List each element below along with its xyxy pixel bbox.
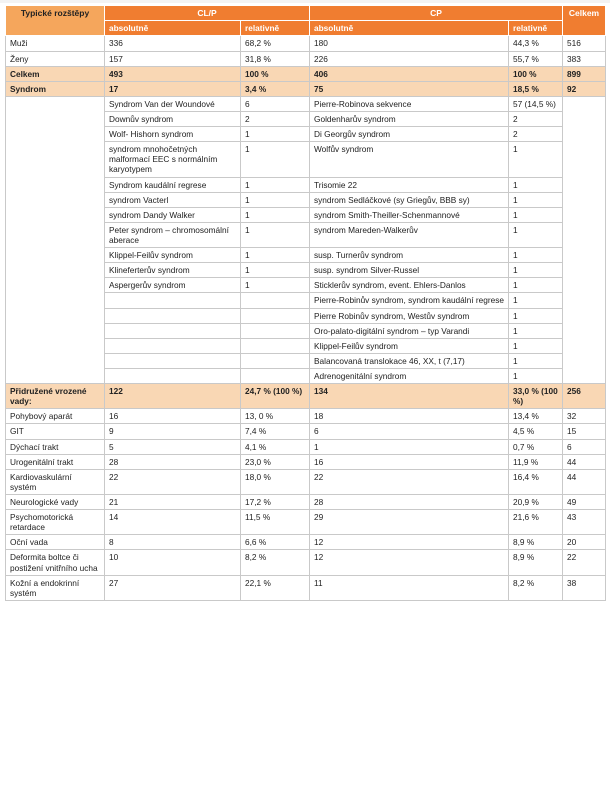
cropped-caption-strip xyxy=(0,0,610,3)
defect-clp-abs: 10 xyxy=(105,550,241,575)
summary-label: Syndrom xyxy=(6,81,105,96)
syndrome-cp-count: 1 xyxy=(509,248,563,263)
summary-total: 516 xyxy=(563,36,606,51)
syndrome-clp-name xyxy=(105,368,241,383)
defect-clp-rel: 7,4 % xyxy=(241,424,310,439)
defect-label: Oční vada xyxy=(6,535,105,550)
syndrome-clp-name: Syndrom Van der Woundové xyxy=(105,96,241,111)
syndrome-cp-name: Di Georgův syndrom xyxy=(310,127,509,142)
syndrome-clp-count: 1 xyxy=(241,192,310,207)
summary-label: Ženy xyxy=(6,51,105,66)
syndrome-clp-name xyxy=(105,308,241,323)
defect-label: Kožní a endokrinní systém xyxy=(6,575,105,600)
syndrome-clp-name: Downův syndrom xyxy=(105,112,241,127)
syndrome-clp-count: 1 xyxy=(241,222,310,247)
syndrome-clp-count xyxy=(241,368,310,383)
defect-total: 32 xyxy=(563,409,606,424)
syndrome-clp-name xyxy=(105,323,241,338)
syndrome-cp-count: 2 xyxy=(509,112,563,127)
defect-clp-abs: 22 xyxy=(105,469,241,494)
defect-cp-rel: 8,9 % xyxy=(509,550,563,575)
syndrome-clp-name xyxy=(105,293,241,308)
defect-total: 49 xyxy=(563,494,606,509)
syndrome-clp-name: syndrom Dandy Walker xyxy=(105,207,241,222)
syndrome-cp-count: 1 xyxy=(509,263,563,278)
defect-row xyxy=(6,439,606,454)
syndrome-clp-count: 1 xyxy=(241,278,310,293)
syndrome-cp-name: Goldenharův syndrom xyxy=(310,112,509,127)
defect-cp-abs: 1 xyxy=(310,439,509,454)
syndrome-clp-count: 6 xyxy=(241,96,310,111)
defect-cp-rel: 4,5 % xyxy=(509,424,563,439)
defect-clp-abs: 5 xyxy=(105,439,241,454)
summary-cp-rel: 18,5 % xyxy=(509,81,563,96)
syndrome-clp-count: 1 xyxy=(241,207,310,222)
defect-label: GIT xyxy=(6,424,105,439)
defect-cp-rel: 11,9 % xyxy=(509,454,563,469)
header-cp-rel: relativně xyxy=(509,21,563,36)
syndrome-cp-name: Pierre-Robinův syndrom, syndrom kaudální regrese xyxy=(310,293,509,308)
summary-clp-abs: 336 xyxy=(105,36,241,51)
defect-cp-rel: 8,2 % xyxy=(509,575,563,600)
header-clp-abs: absolutně xyxy=(105,21,241,36)
defect-cp-abs: 11 xyxy=(310,575,509,600)
defect-row xyxy=(6,575,606,600)
summary-total: 383 xyxy=(563,51,606,66)
syndrome-clp-name: Syndrom kaudální regrese xyxy=(105,177,241,192)
associated-cp-abs: 134 xyxy=(310,384,509,409)
defect-row xyxy=(6,424,606,439)
defect-clp-rel: 11,5 % xyxy=(241,510,310,535)
defect-row xyxy=(6,535,606,550)
syndrome-cp-name: Pierre-Robinova sekvence xyxy=(310,96,509,111)
summary-label: Celkem xyxy=(6,66,105,81)
syndrome-cp-name: susp. syndrom Silver-Russel xyxy=(310,263,509,278)
syndrome-clp-name: syndrom Vacterl xyxy=(105,192,241,207)
summary-clp-rel: 68,2 % xyxy=(241,36,310,51)
defect-clp-rel: 13, 0 % xyxy=(241,409,310,424)
syndrome-clp-count xyxy=(241,353,310,368)
defect-row xyxy=(6,454,606,469)
syndrome-cp-name: susp. Turnerův syndrom xyxy=(310,248,509,263)
syndrome-cp-count: 1 xyxy=(509,177,563,192)
defect-cp-abs: 12 xyxy=(310,535,509,550)
defect-total: 44 xyxy=(563,469,606,494)
defect-row xyxy=(6,550,606,575)
syndrome-row xyxy=(6,96,606,111)
defect-label: Kardiovaskulární systém xyxy=(6,469,105,494)
syndrome-clp-count: 1 xyxy=(241,248,310,263)
syndrome-cp-count: 1 xyxy=(509,293,563,308)
defect-cp-abs: 28 xyxy=(310,494,509,509)
syndrome-clp-name: Peter syndrom – chromosomální aberace xyxy=(105,222,241,247)
syndrome-cp-count: 1 xyxy=(509,338,563,353)
defect-total: 15 xyxy=(563,424,606,439)
syndrome-clp-name: Wolf- Hishorn syndrom xyxy=(105,127,241,142)
defect-clp-rel: 4,1 % xyxy=(241,439,310,454)
syndrome-blank-label xyxy=(6,96,105,383)
syndrome-cp-name: Adrenogenitální syndrom xyxy=(310,368,509,383)
defect-clp-rel: 8,2 % xyxy=(241,550,310,575)
syndrome-clp-name xyxy=(105,353,241,368)
associated-cp-rel: 33,0 % (100 %) xyxy=(509,384,563,409)
defect-row xyxy=(6,510,606,535)
summary-cp-abs: 226 xyxy=(310,51,509,66)
header-row-groups xyxy=(6,6,606,21)
syndrome-cp-name: Balancovaná translokace 46, XX, t (7,17) xyxy=(310,353,509,368)
syndrome-cp-count: 1 xyxy=(509,192,563,207)
syndrome-clp-count xyxy=(241,323,310,338)
syndrome-clp-count: 2 xyxy=(241,112,310,127)
syndrome-cp-count: 1 xyxy=(509,278,563,293)
syndrome-clp-name: Klineferterův syndrom xyxy=(105,263,241,278)
summary-clp-abs: 17 xyxy=(105,81,241,96)
defect-label: Dýchací trakt xyxy=(6,439,105,454)
summary-cp-rel: 44,3 % xyxy=(509,36,563,51)
defect-clp-abs: 9 xyxy=(105,424,241,439)
summary-clp-rel: 100 % xyxy=(241,66,310,81)
syndrome-clp-count: 1 xyxy=(241,177,310,192)
defect-clp-rel: 17,2 % xyxy=(241,494,310,509)
associated-label: Přidružené vrozené vady: xyxy=(6,384,105,409)
summary-cp-abs: 406 xyxy=(310,66,509,81)
associated-defects-row xyxy=(6,384,606,409)
syndrome-cp-name: Sticklerův syndrom, event. Ehlers-Danlos xyxy=(310,278,509,293)
header-category: Typické rozštěpy xyxy=(6,6,105,36)
associated-total: 256 xyxy=(563,384,606,409)
defect-clp-rel: 23,0 % xyxy=(241,454,310,469)
defect-cp-rel: 21,6 % xyxy=(509,510,563,535)
syndrome-cp-name: Oro-palato-digitální syndrom – typ Varandi xyxy=(310,323,509,338)
defect-cp-rel: 0,7 % xyxy=(509,439,563,454)
associated-clp-rel: 24,7 % (100 %) xyxy=(241,384,310,409)
defect-label: Urogenitální trakt xyxy=(6,454,105,469)
summary-cp-abs: 180 xyxy=(310,36,509,51)
header-clp-rel: relativně xyxy=(241,21,310,36)
summary-row xyxy=(6,66,606,81)
defect-clp-rel: 18,0 % xyxy=(241,469,310,494)
defect-cp-abs: 22 xyxy=(310,469,509,494)
syndrome-cp-name: Wolfův syndrom xyxy=(310,142,509,177)
syndrome-cp-count: 1 xyxy=(509,207,563,222)
syndrome-cp-name: syndrom Smith-Theiller-Schenmannové xyxy=(310,207,509,222)
defect-clp-rel: 22,1 % xyxy=(241,575,310,600)
summary-row xyxy=(6,51,606,66)
syndrome-cp-name: syndrom Mareden-Walkerův xyxy=(310,222,509,247)
syndrome-cp-name: Klippel-Feilův syndrom xyxy=(310,338,509,353)
header-clp: CL/P xyxy=(105,6,310,21)
header-cp-abs: absolutně xyxy=(310,21,509,36)
defect-total: 22 xyxy=(563,550,606,575)
syndrome-cp-count: 1 xyxy=(509,368,563,383)
associated-clp-abs: 122 xyxy=(105,384,241,409)
defect-total: 20 xyxy=(563,535,606,550)
syndrome-cp-count: 1 xyxy=(509,222,563,247)
defect-clp-abs: 27 xyxy=(105,575,241,600)
summary-cp-rel: 55,7 % xyxy=(509,51,563,66)
syndrome-clp-name: Aspergerův syndrom xyxy=(105,278,241,293)
summary-clp-rel: 31,8 % xyxy=(241,51,310,66)
syndrome-clp-name: Klippel-Feilův syndrom xyxy=(105,248,241,263)
summary-clp-abs: 157 xyxy=(105,51,241,66)
summary-label: Muži xyxy=(6,36,105,51)
summary-clp-abs: 493 xyxy=(105,66,241,81)
syndrome-cp-name: Pierre Robinův syndrom, Westův syndrom xyxy=(310,308,509,323)
defect-label: Pohybový aparát xyxy=(6,409,105,424)
defect-clp-abs: 28 xyxy=(105,454,241,469)
summary-cp-abs: 75 xyxy=(310,81,509,96)
defect-cp-abs: 29 xyxy=(310,510,509,535)
summary-row xyxy=(6,36,606,51)
syndrome-clp-name: syndrom mnohočetných malformací EEC s normálním karyotypem xyxy=(105,142,241,177)
syndrome-cp-count: 1 xyxy=(509,353,563,368)
syndrome-cp-count: 57 (14,5 %) xyxy=(509,96,563,111)
summary-total: 899 xyxy=(563,66,606,81)
defect-row xyxy=(6,409,606,424)
cleft-statistics-table xyxy=(5,5,606,601)
table-body xyxy=(6,36,606,600)
summary-cp-rel: 100 % xyxy=(509,66,563,81)
defect-clp-rel: 6,6 % xyxy=(241,535,310,550)
defect-total: 38 xyxy=(563,575,606,600)
summary-row xyxy=(6,81,606,96)
defect-cp-abs: 16 xyxy=(310,454,509,469)
defect-total: 44 xyxy=(563,454,606,469)
defect-label: Psychomotorická retardace xyxy=(6,510,105,535)
syndrome-cp-name: syndrom Sedláčkové (sy Griegův, BBB sy) xyxy=(310,192,509,207)
defect-row xyxy=(6,469,606,494)
defect-label: Neurologické vady xyxy=(6,494,105,509)
defect-total: 6 xyxy=(563,439,606,454)
defect-clp-abs: 16 xyxy=(105,409,241,424)
defect-cp-abs: 12 xyxy=(310,550,509,575)
header-cp: CP xyxy=(310,6,563,21)
summary-clp-rel: 3,4 % xyxy=(241,81,310,96)
defect-clp-abs: 21 xyxy=(105,494,241,509)
syndrome-cp-count: 1 xyxy=(509,142,563,177)
defect-cp-rel: 20,9 % xyxy=(509,494,563,509)
summary-total: 92 xyxy=(563,81,606,96)
syndrome-cp-count: 1 xyxy=(509,308,563,323)
defect-total: 43 xyxy=(563,510,606,535)
defect-row xyxy=(6,494,606,509)
defect-cp-rel: 16,4 % xyxy=(509,469,563,494)
syndrome-clp-count xyxy=(241,308,310,323)
defect-label: Deformita boltce či postižení vnitřního ucha xyxy=(6,550,105,575)
syndrome-clp-count xyxy=(241,338,310,353)
syndrome-cp-name: Trisomie 22 xyxy=(310,177,509,192)
syndrome-clp-name xyxy=(105,338,241,353)
header-total: Celkem xyxy=(563,6,606,36)
syndrome-cp-count: 1 xyxy=(509,323,563,338)
defect-clp-abs: 8 xyxy=(105,535,241,550)
defect-cp-rel: 13,4 % xyxy=(509,409,563,424)
syndrome-clp-count: 1 xyxy=(241,142,310,177)
defect-clp-abs: 14 xyxy=(105,510,241,535)
defect-cp-abs: 18 xyxy=(310,409,509,424)
syndrome-clp-count: 1 xyxy=(241,127,310,142)
syndrome-cp-count: 2 xyxy=(509,127,563,142)
defect-cp-abs: 6 xyxy=(310,424,509,439)
defect-cp-rel: 8,9 % xyxy=(509,535,563,550)
syndrome-blank-total xyxy=(563,96,606,383)
syndrome-clp-count xyxy=(241,293,310,308)
syndrome-clp-count: 1 xyxy=(241,263,310,278)
